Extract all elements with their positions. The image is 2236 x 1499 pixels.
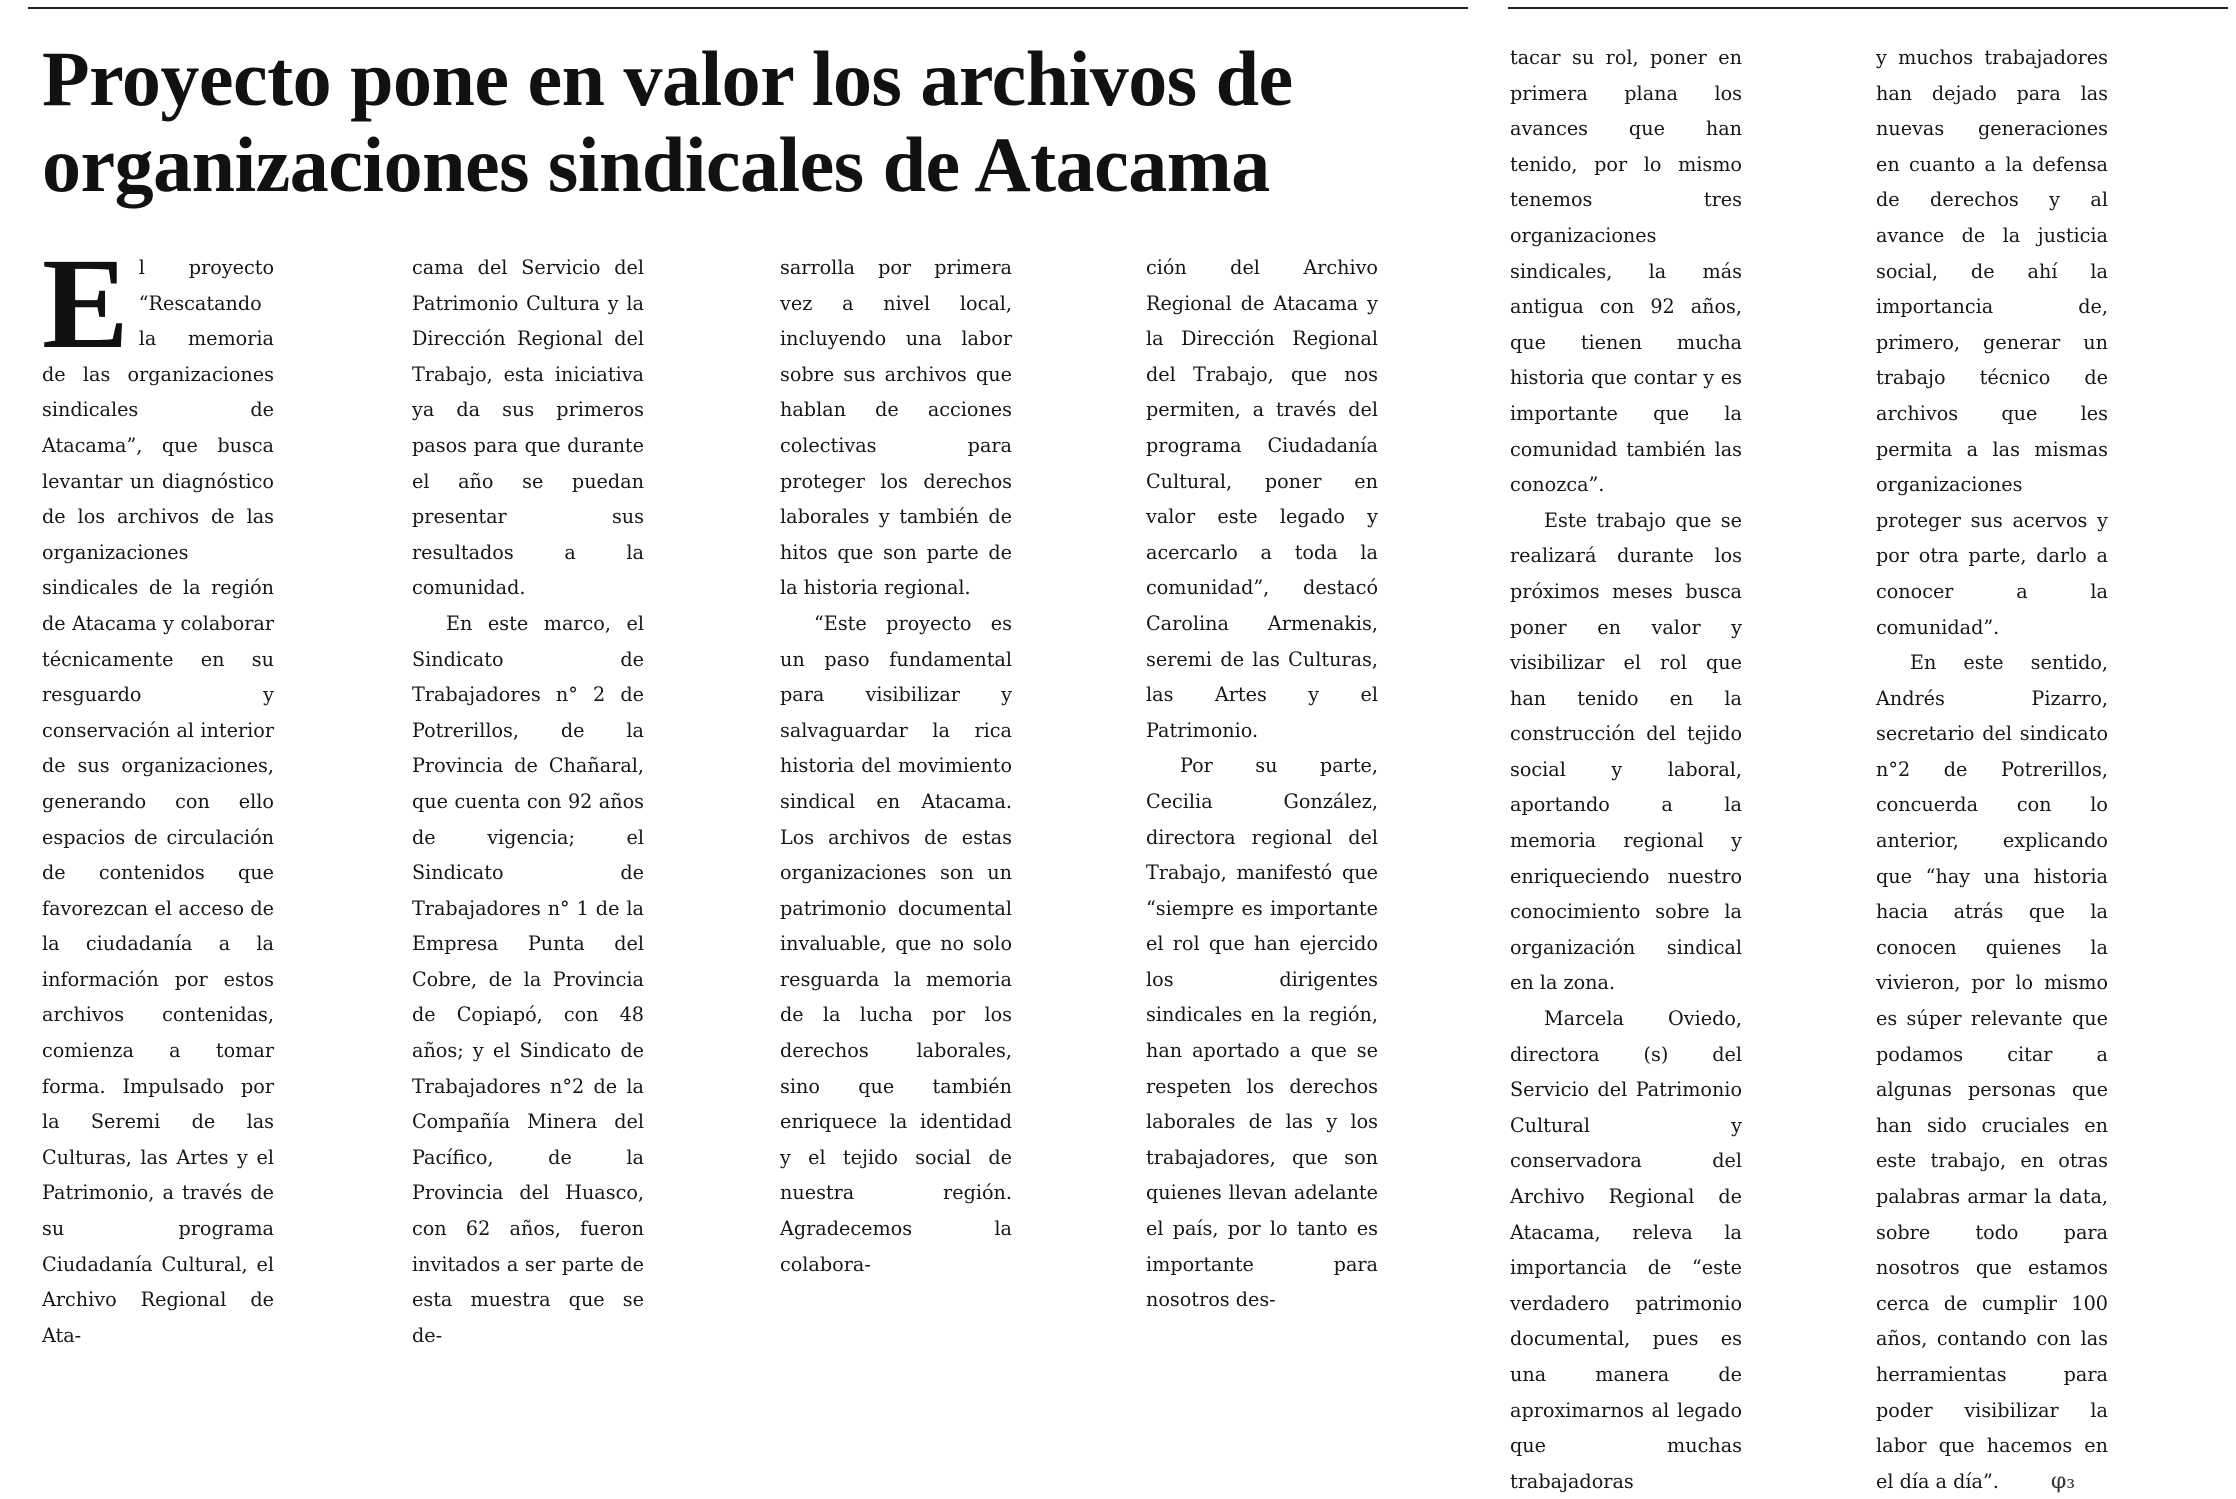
top-rule-right xyxy=(1508,7,2228,9)
article-column-4 xyxy=(1146,250,1378,1318)
paragraph: sarrolla por primera vez a nivel local, incluyendo una labor sobre sus archivos que hablan de acciones colectivas para proteger los derechos laborales y también de hitos que son parte de la historia regional. xyxy=(780,256,1012,600)
paragraph: tacar su rol, poner en primera plana los avances que han tenido, por lo mismo tenemos tres organizaciones sindicales, la más antigua con 92 años, que tienen mucha historia que contar y es importante que la comunidad también las conozca”. xyxy=(1510,46,1742,497)
article-column-3 xyxy=(780,250,1012,1282)
paragraph: En este marco, el Sindicato de Trabajadores n° 2 de Potrerillos, de la Provincia de Chañaral, que cuenta con 92 años de vigencia; el Sindicato de Trabajadores n° 1 de la Empresa Punta del Cobre, de la Provincia de Copiapó, con 48 años; y el Sindicato de Trabajadores n°2 de la Compañía Minera del Pacífico, de la Provincia del Huasco, con 62 años, fueron invitados a ser parte de esta muestra que se de- xyxy=(412,611,644,1347)
top-rule xyxy=(28,7,1468,9)
paragraph: y muchos trabajadores han dejado para las nuevas generaciones en cuanto a la defensa de derechos y al avance de la justicia social, de ahí la importancia de, primero, generar un trabajo técnico de archivos que les permita a las mismas organizaciones proteger sus acervos y por otra parte, darlo a conocer a la comunidad”. xyxy=(1876,46,2108,639)
article-headline: Proyecto pone en valor los archivos de organizaciones sindicales de Atacama xyxy=(42,35,1293,208)
drop-cap: E xyxy=(42,232,129,376)
article-column-2 xyxy=(412,250,644,1353)
paragraph: Por su parte, Cecilia González, directora regional del Trabajo, manifestó que “siempre es importante el rol que han ejercido los dirigentes sindicales en la región, han aportado a que se respeten los derechos laborales de las y los trabajadores, que son quienes llevan adelante el país, por lo tanto es importante para nosotros des- xyxy=(1146,754,1378,1312)
paragraph: Este trabajo que se realizará durante los próximos meses busca poner en valor y visibilizar el rol que han tenido en la construcción del tejido social y laboral, aportando a la memoria regional y enriqueciendo nuestro conocimiento sobre la organización sindical en la zona. xyxy=(1510,508,1742,995)
paragraph-text: En este sentido, Andrés Pizarro, secretario del sindicato n°2 de Potrerillos, concuerda con lo anterior, explicando que “hay una historia hacia atrás que la conocen quienes la vivieron, por lo mismo es súper relevante que podamos citar a algunas personas que han sido cruciales en este trabajo, en otras palabras armar la data, sobre todo para nosotros que estamos cerca de cumplir 100 años, contando con las herramientas para poder visibilizar la labor que hacemos en el día a día”. xyxy=(1876,651,2108,1493)
paragraph: Marcela Oviedo, directora (s) del Servicio del Patrimonio Cultural y conservadora del Archivo Regional de Atacama, releva la importancia de “este verdadero patrimonio documental, pues es una manera de aproximarnos al legado que muchas trabajadoras xyxy=(1510,1007,1742,1493)
end-mark-icon: φ₃ xyxy=(2050,1468,2076,1494)
article-column-6 xyxy=(1876,40,2108,1499)
paragraph: “Este proyecto es un paso fundamental para visibilizar y salvaguardar la rica historia del movimiento sindical en Atacama. Los archivos de estas organizaciones son un patrimonio documental invaluable, que no solo resguarda la memoria de la lucha por los derechos laborales, sino que también enriquece la identidad y el tejido social de nuestra región. Agradecemos la colabora- xyxy=(780,611,1012,1276)
article-column-5 xyxy=(1510,40,1742,1499)
paragraph: l proyecto “Rescatando la memoria de las organizaciones sindicales de Atacama”, que busca levantar un diagnóstico de los archivos de las organizaciones sindicales de la región de Atacama y colaborar técnicamente en su resguardo y conservación al interior de sus organizaciones, generando con ello espacios de circulación de contenidos que favorezcan el acceso de la ciudadanía a la información por estos archivos contenidas, comienza a tomar forma. Impulsado por la Seremi de las Culturas, las Artes y el Patrimonio, a través de su programa Ciudadanía Cultural, el Archivo Regional de Ata- xyxy=(42,256,274,1347)
paragraph xyxy=(1876,645,2108,1499)
paragraph: ción del Archivo Regional de Atacama y la Dirección Regional del Trabajo, que nos permiten, a través del programa Ciudadanía Cultural, poner en valor este legado y acercarlo a toda la comunidad”, destacó Carolina Armenakis, seremi de las Culturas, las Artes y el Patrimonio. xyxy=(1146,256,1378,742)
article-column-1 xyxy=(42,232,274,1353)
paragraph: cama del Servicio del Patrimonio Cultura y la Dirección Regional del Trabajo, esta iniciativa ya da sus primeros pasos para que durante el año se puedan presentar sus resultados a la comunidad. xyxy=(412,256,644,600)
